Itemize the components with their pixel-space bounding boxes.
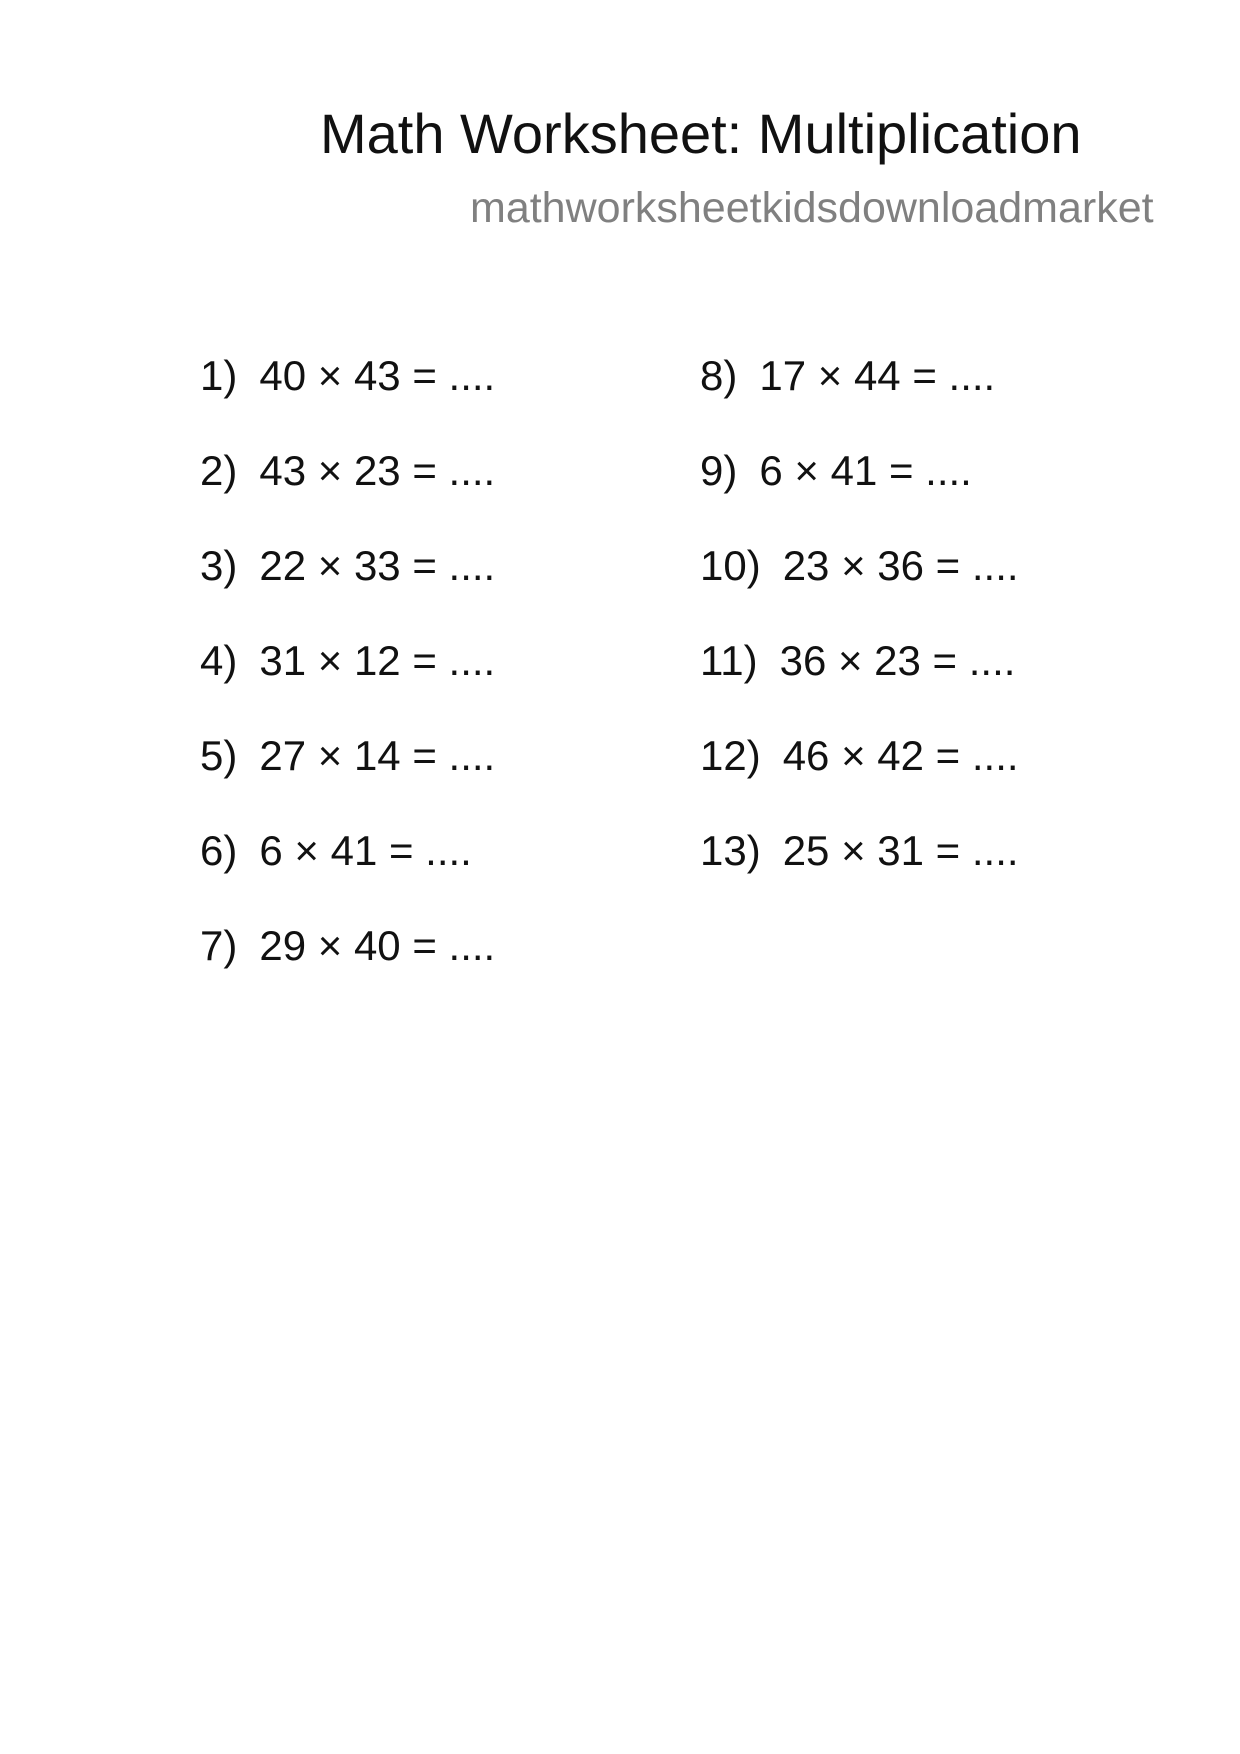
problem-number: 10) [700, 542, 761, 589]
problem-item [200, 920, 495, 1015]
problem-expression: 40 × 43 = .... [259, 352, 496, 399]
problem-number: 8) [700, 352, 738, 399]
problem-number: 5) [200, 732, 238, 779]
problem-number: 2) [200, 447, 238, 494]
problem-item [200, 635, 495, 730]
problem-number: 1) [200, 352, 238, 399]
problem-expression: 31 × 12 = .... [259, 637, 496, 684]
problem-number: 13) [700, 827, 761, 874]
problem-number: 9) [700, 447, 738, 494]
problem-item [200, 825, 495, 920]
problem-expression: 22 × 33 = .... [259, 542, 496, 589]
problem-item [700, 730, 1019, 825]
problem-number: 4) [200, 637, 238, 684]
problem-column-left [200, 350, 495, 1015]
problem-expression: 6 × 41 = .... [759, 447, 972, 494]
problem-column-right [700, 350, 1019, 920]
problem-number: 7) [200, 922, 238, 969]
problem-expression: 29 × 40 = .... [259, 922, 496, 969]
problem-expression: 27 × 14 = .... [259, 732, 496, 779]
problem-item [200, 730, 495, 825]
page-title: Math Worksheet: Multiplication [320, 102, 1082, 165]
problem-number: 11) [700, 637, 758, 684]
problem-item [700, 825, 1019, 920]
problem-item [700, 350, 1019, 445]
page-subtitle: mathworksheetkidsdownloadmarket [470, 184, 1154, 232]
problem-expression: 23 × 36 = .... [782, 542, 1019, 589]
problem-item [700, 445, 1019, 540]
problem-item [200, 350, 495, 445]
problem-expression: 25 × 31 = .... [782, 827, 1019, 874]
problem-expression: 43 × 23 = .... [259, 447, 496, 494]
problem-expression: 46 × 42 = .... [782, 732, 1019, 779]
problem-item [700, 540, 1019, 635]
problem-number: 6) [200, 827, 238, 874]
problem-expression: 36 × 23 = .... [779, 637, 1016, 684]
problem-number: 3) [200, 542, 238, 589]
problem-number: 12) [700, 732, 761, 779]
problem-expression: 17 × 44 = .... [759, 352, 996, 399]
problem-expression: 6 × 41 = .... [259, 827, 472, 874]
problem-item [200, 540, 495, 635]
problem-item [700, 635, 1019, 730]
problem-item [200, 445, 495, 540]
